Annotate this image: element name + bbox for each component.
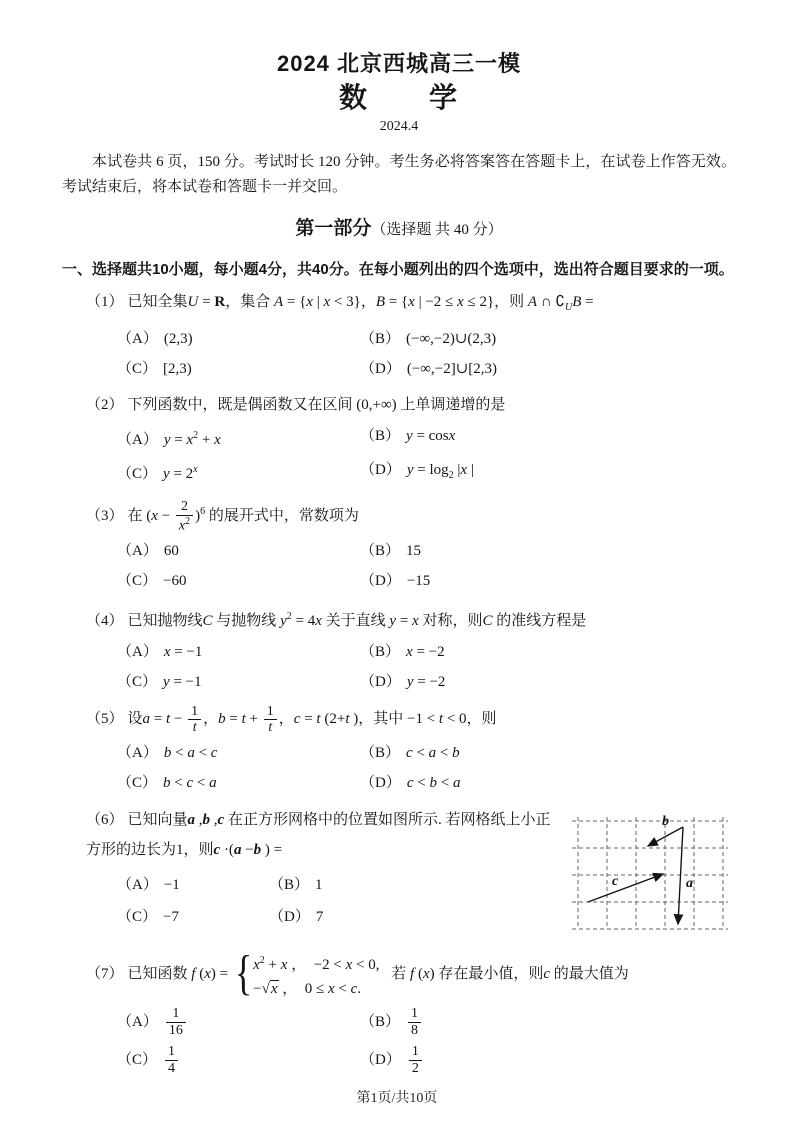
option-d: （D） $y = \log_2 |x$ | (360, 462, 474, 481)
question-stem (86, 603, 736, 635)
section-subtitle: （选择题 共 40 分） (371, 222, 503, 238)
option-c: （C） −60 (117, 572, 187, 589)
option-a: （A） (2,3) (117, 331, 193, 347)
option-a: （A） b < a < c (117, 744, 218, 761)
option-a: （A） $y = x^2 + x$ (117, 430, 221, 448)
option-d: （D） 7 (269, 908, 324, 925)
option-b: （B） x = −2 (360, 643, 445, 660)
subject-title: 数 学 (338, 82, 459, 113)
options-grid (86, 738, 736, 798)
option-d: （D） $\frac{1}{2}$ (360, 1041, 736, 1079)
question-6 (86, 805, 736, 942)
question-stem (86, 288, 736, 322)
question-stem (86, 945, 736, 1001)
options-grid (86, 869, 556, 933)
question-text: 下列函数中，既是偶函数又在区间 (0,+∞) 上单调递增的是 (127, 397, 506, 413)
vector-c-arrow (588, 874, 663, 902)
vector-c-label: c (612, 873, 619, 889)
exam-instructions-paragraph: 本试卷共 6 页，150 分。考试时长 120 分钟。考生务必将答案答在答题卡上，在试卷上作答无效。考试结束后，将本试卷和答题卡一并交回。 (62, 154, 736, 195)
option-c: （C） −7 (117, 908, 179, 925)
question-7 (86, 945, 736, 1079)
option-c: （C） $y = 2^x$ (117, 464, 198, 482)
question-5 (86, 704, 736, 798)
option-b: （B） 15 (360, 542, 422, 559)
vector-b-arrow (648, 827, 683, 846)
vector-a-label: a (686, 875, 693, 891)
option-b: （B） (−∞,−2)∪(2,3) (360, 331, 497, 347)
question-number: （6） (86, 811, 124, 828)
section-title: 第一部分 (295, 218, 372, 239)
options-grid (86, 536, 736, 596)
question-number: （1） (86, 294, 124, 310)
question-text: 已知全集U = R，集合 A = {x | x < 3}，B = {x | −2 ≤ x ≤ 2}，则 A ∩ $∁_UB$ = (127, 294, 594, 313)
option-a: （A） 60 (117, 542, 179, 559)
question-number: （4） (86, 612, 124, 629)
page-number: 第1页/共10页 (356, 1091, 438, 1106)
question-text: 设a = t − $\frac{1}{t}$ ，b = t + $\frac{1}{t}$ ，c = t (2+t )，其中 −1 < t < 0，则 (127, 703, 497, 736)
question-number: （2） (86, 397, 124, 413)
vector-b-label: b (662, 813, 669, 829)
section-heading (62, 215, 736, 244)
grid-lines (572, 817, 728, 929)
question-1 (86, 288, 736, 384)
vector-grid-svg (570, 807, 730, 937)
option-b: （B） c < a < b (360, 744, 460, 761)
option-d: （D） −15 (360, 572, 431, 589)
option-a: （A） x = −1 (117, 643, 203, 660)
options-grid (86, 637, 736, 697)
option-c: （C） b < c < a (117, 774, 217, 791)
option-b: （B） y = cosx (360, 428, 456, 444)
question-stem (86, 391, 736, 419)
vector-grid-figure (570, 807, 730, 942)
option-b: （B） $\frac{1}{8}$ (360, 1003, 736, 1041)
option-c: （C） $\frac{1}{4}$ (117, 1041, 360, 1079)
exam-date: 2024.4 (379, 119, 419, 134)
option-d: （D） y = −2 (360, 673, 446, 690)
multiple-choice-instruction: 一、选择题共10小题，每小题4分，共40分。在每小题列出的四个选项中，选出符合题目要求的一项。 (62, 261, 734, 278)
question-text: 在 (x − $\frac{2}{x^2}$ )$^6$ 的展开式中，常数项为 (127, 499, 359, 534)
option-a: （A） −1 (117, 876, 180, 893)
question-text: 已知抛物线C 与抛物线 $y^2 = 4x$ 关于直线 y = x 对称，则C 的准线方程是 (127, 610, 587, 629)
question-3 (86, 498, 736, 596)
option-a: （A） $\frac{1}{16}$ (117, 1003, 360, 1041)
question-number: （3） (86, 508, 124, 524)
question-4 (86, 603, 736, 697)
option-d: （D） c < b < a (360, 774, 461, 791)
option-d: （D） (−∞,−2]∪[2,3) (360, 361, 498, 377)
exam-title: 2024 北京西城高三一模 (276, 51, 522, 76)
options-grid (86, 1003, 736, 1079)
question-text: 已知向量a ,b ,c 在正方形网格中的位置如图所示. 若网格纸上小正方形的边长为1，则c ·(a −b ) = (86, 811, 551, 858)
option-b: （B） 1 (269, 876, 323, 893)
question-number: （7） (86, 966, 124, 982)
question-number: （5） (86, 711, 124, 728)
question-2 (86, 391, 736, 491)
question-stem (86, 805, 556, 865)
options-grid (86, 324, 736, 384)
question-stem (86, 498, 736, 534)
question-text: 已知函数 f (x) = { $x^2 + x$ ， −2 < x < 0, −√x ， 0 ≤ x < c. 若 f (x) 存在最小值，则c 的最大值为 (127, 945, 629, 1000)
options-grid (86, 421, 736, 491)
option-c: （C） y = −1 (117, 673, 202, 690)
option-c: （C） [2,3) (117, 361, 192, 377)
question-stem (86, 704, 736, 736)
